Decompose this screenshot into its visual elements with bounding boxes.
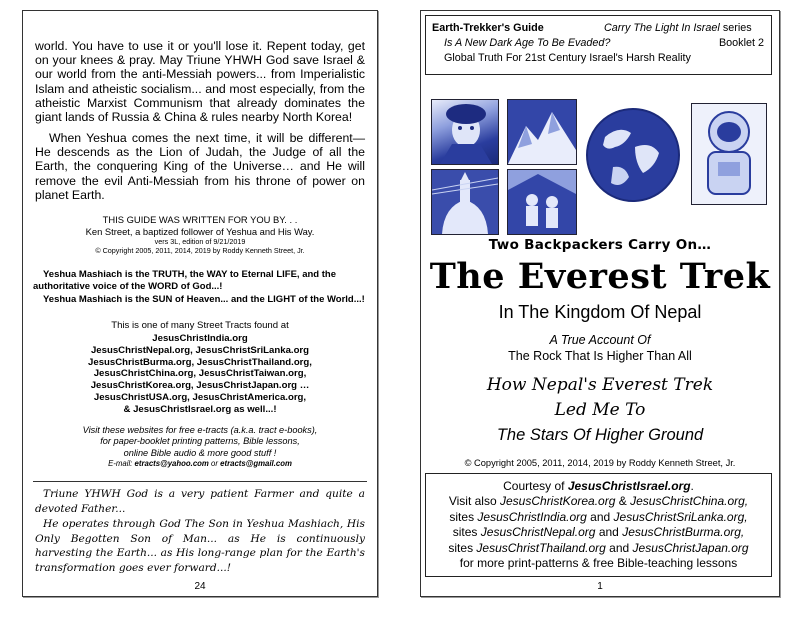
- site-list-line: JesusChristBurma.org, JesusChristThailand.org,: [88, 356, 312, 368]
- left-page-number: 24: [194, 581, 206, 592]
- left-page: [22, 10, 378, 597]
- site-list-line: & JesusChristIsrael.org as well...!: [123, 403, 277, 415]
- site-india: JesusChristIndia.org: [477, 509, 587, 524]
- guide-title: Earth-Trekker's Guide: [432, 22, 544, 34]
- site-list-line: JesusChristNepal.org, JesusChristSriLanka.org: [90, 344, 310, 356]
- visit-line: online Bible audio & more good stuff !: [123, 447, 277, 458]
- series-word: series: [722, 22, 752, 34]
- courtesy-line: Courtesy of JesusChristIsrael.org.: [503, 479, 694, 493]
- series-name: Carry The Light In Israel: [604, 22, 720, 34]
- site-list-line: JesusChristKorea.org, JesusChristJapan.org …: [90, 380, 310, 392]
- credit-block: [29, 214, 371, 255]
- para-yeshua-returns: When Yeshua comes the next time, it will be different— He descends as the Lion of Judah, the Judge of all the Earth, the conquering King of the Universe… and He will remove the evil Anti-Messiah from his throne of power on planet Earth.: [35, 131, 365, 202]
- book-title: The Everest Trek: [429, 256, 771, 297]
- farmer-para-1: Triune YHWH God is a very patient Farmer and quite a devoted Father...: [35, 488, 365, 515]
- site-china: JesusChristChina.org,: [630, 494, 749, 509]
- courtesy-label: Courtesy of: [503, 479, 565, 493]
- truth-statement-1: Yeshua Mashiach is the TRUTH, the WAY to Eternal LIFE, and the authoritative voice of the WORD of God...!: [33, 269, 336, 292]
- portrait-image-icon: [432, 100, 498, 164]
- astronaut-icon: [692, 104, 766, 204]
- print-patterns-line: for more print-patterns & free Bible-teaching lessons: [459, 556, 738, 571]
- site-korea: JesusChristKorea.org: [500, 494, 616, 509]
- site-list-line: JesusChristUSA.org, JesusChristAmerica.org,: [93, 391, 307, 403]
- para-repent: world. You have to use it or you'll lose it. Repent today, get on your knees & pray. May Triune YHWH God save Israel & our world from the anti-Messiah powers... from Imperialistic Islam and atheistic socialism... and most especially, from the atheistic Marxist Communism that already dominates the giant lands of Russia & China & rules nearby North Korea!: [35, 39, 365, 125]
- stupa-icon: [432, 170, 498, 234]
- sites-label: sites: [452, 525, 478, 540]
- sites-line-nepal: [426, 525, 771, 540]
- courtesy-text: [426, 479, 771, 571]
- and-word: and: [609, 540, 630, 555]
- trekkers-icon: [508, 170, 576, 234]
- visit-also-line: [426, 494, 771, 509]
- divider: [33, 481, 367, 482]
- courtesy-box: [425, 473, 772, 577]
- ampersand: &: [618, 494, 627, 509]
- global-truth-line: Global Truth For 21st Century Israel's Harsh Reality: [444, 52, 691, 64]
- photo-stupa: [431, 169, 499, 235]
- email-gmail: etracts@gmail.com: [220, 459, 292, 469]
- credit-line-2: Ken Street, a baptized follower of Yeshua and His Way.: [85, 225, 315, 237]
- sites-label: sites: [449, 509, 475, 524]
- farmer-para-2: He operates through God The Son in Yeshua Mashiach, His Only Begotten Son of Man... as He is continuously harvesting the Earth... as His long-range plan for the Earth's transformation goes ever forward...!: [35, 518, 365, 574]
- email-line: [29, 459, 371, 468]
- series-header-box: [425, 15, 772, 75]
- site-nepal: JesusChristNepal.org: [480, 525, 596, 540]
- and-word: and: [598, 525, 619, 540]
- rock-line: The Rock That Is Higher Than All: [508, 349, 692, 363]
- version-line: vers 3L, edition of 9/21/2019: [154, 237, 246, 246]
- two-backpackers-subtitle: Two Backpackers Carry On…: [488, 237, 712, 253]
- stars-line: The Stars Of Higher Ground: [496, 426, 704, 444]
- photo-earth-globe: [585, 107, 681, 203]
- credit-line-1: THIS GUIDE WAS WRITTEN FOR YOU BY. . .: [102, 214, 298, 225]
- site-srilanka: JesusChristSriLanka.org,: [613, 509, 748, 524]
- left-copyright: © Copyright 2005, 2011, 2014, 2019 by Roddy Kenneth Street, Jr.: [95, 246, 305, 255]
- true-account-line: A True Account Of: [549, 333, 651, 347]
- email-label: E-mail:: [108, 459, 133, 469]
- visit-line: Visit these websites for free e-tracts (a.k.a. tract e-books),: [82, 425, 318, 435]
- email-yahoo: etracts@yahoo.com: [134, 459, 209, 469]
- booklet-number: Booklet 2: [718, 37, 764, 49]
- sites-line-india: [426, 510, 771, 525]
- kingdom-subtitle: In The Kingdom Of Nepal: [498, 302, 702, 322]
- sites-line-thailand: [426, 541, 771, 556]
- photo-astronaut: [691, 103, 767, 205]
- photo-trekkers: [507, 169, 577, 235]
- visit-block: [29, 425, 371, 468]
- site-list-line: JesusChristIndia.org: [152, 333, 248, 344]
- site-list: [29, 333, 371, 416]
- site-list-line: JesusChristChina.org, JesusChristTaiwan.org,: [93, 368, 307, 380]
- site-burma: JesusChristBurma.org,: [622, 525, 745, 540]
- photo-girl-portrait: [431, 99, 499, 165]
- site-japan: JesusChristJapan.org: [632, 540, 749, 555]
- series-header-line-2: [444, 37, 764, 50]
- series-header-line-1: [432, 22, 764, 35]
- how-line-1: How Nepal's Everest Trek: [486, 375, 714, 395]
- and-word: and: [590, 509, 611, 524]
- right-copyright: © Copyright 2005, 2011, 2014, 2019 by Roddy Kenneth Street, Jr.: [464, 458, 736, 468]
- photo-mountain-peak: [507, 99, 577, 165]
- right-page-number: 1: [597, 581, 603, 592]
- sites-label: sites: [448, 540, 474, 555]
- truth-statement-2: Yeshua Mashiach is the SUN of Heaven... and the LIGHT of the World...!: [43, 294, 365, 305]
- email-or: or: [211, 459, 218, 469]
- visit-also-label: Visit also: [448, 494, 497, 509]
- mountain-icon: [508, 100, 576, 164]
- site-thailand: JesusChristThailand.org: [476, 540, 606, 555]
- how-line-2: Led Me To: [554, 400, 646, 420]
- right-page: [420, 10, 780, 597]
- booklet-question: Is A New Dark Age To Be Evaded?: [444, 37, 611, 49]
- globe-icon: [585, 107, 681, 203]
- courtesy-site: JesusChristIsrael.org: [567, 479, 691, 493]
- tracts-intro: This is one of many Street Tracts found at: [111, 320, 289, 331]
- visit-line: for paper-booklet printing patterns, Bible lessons,: [100, 436, 300, 447]
